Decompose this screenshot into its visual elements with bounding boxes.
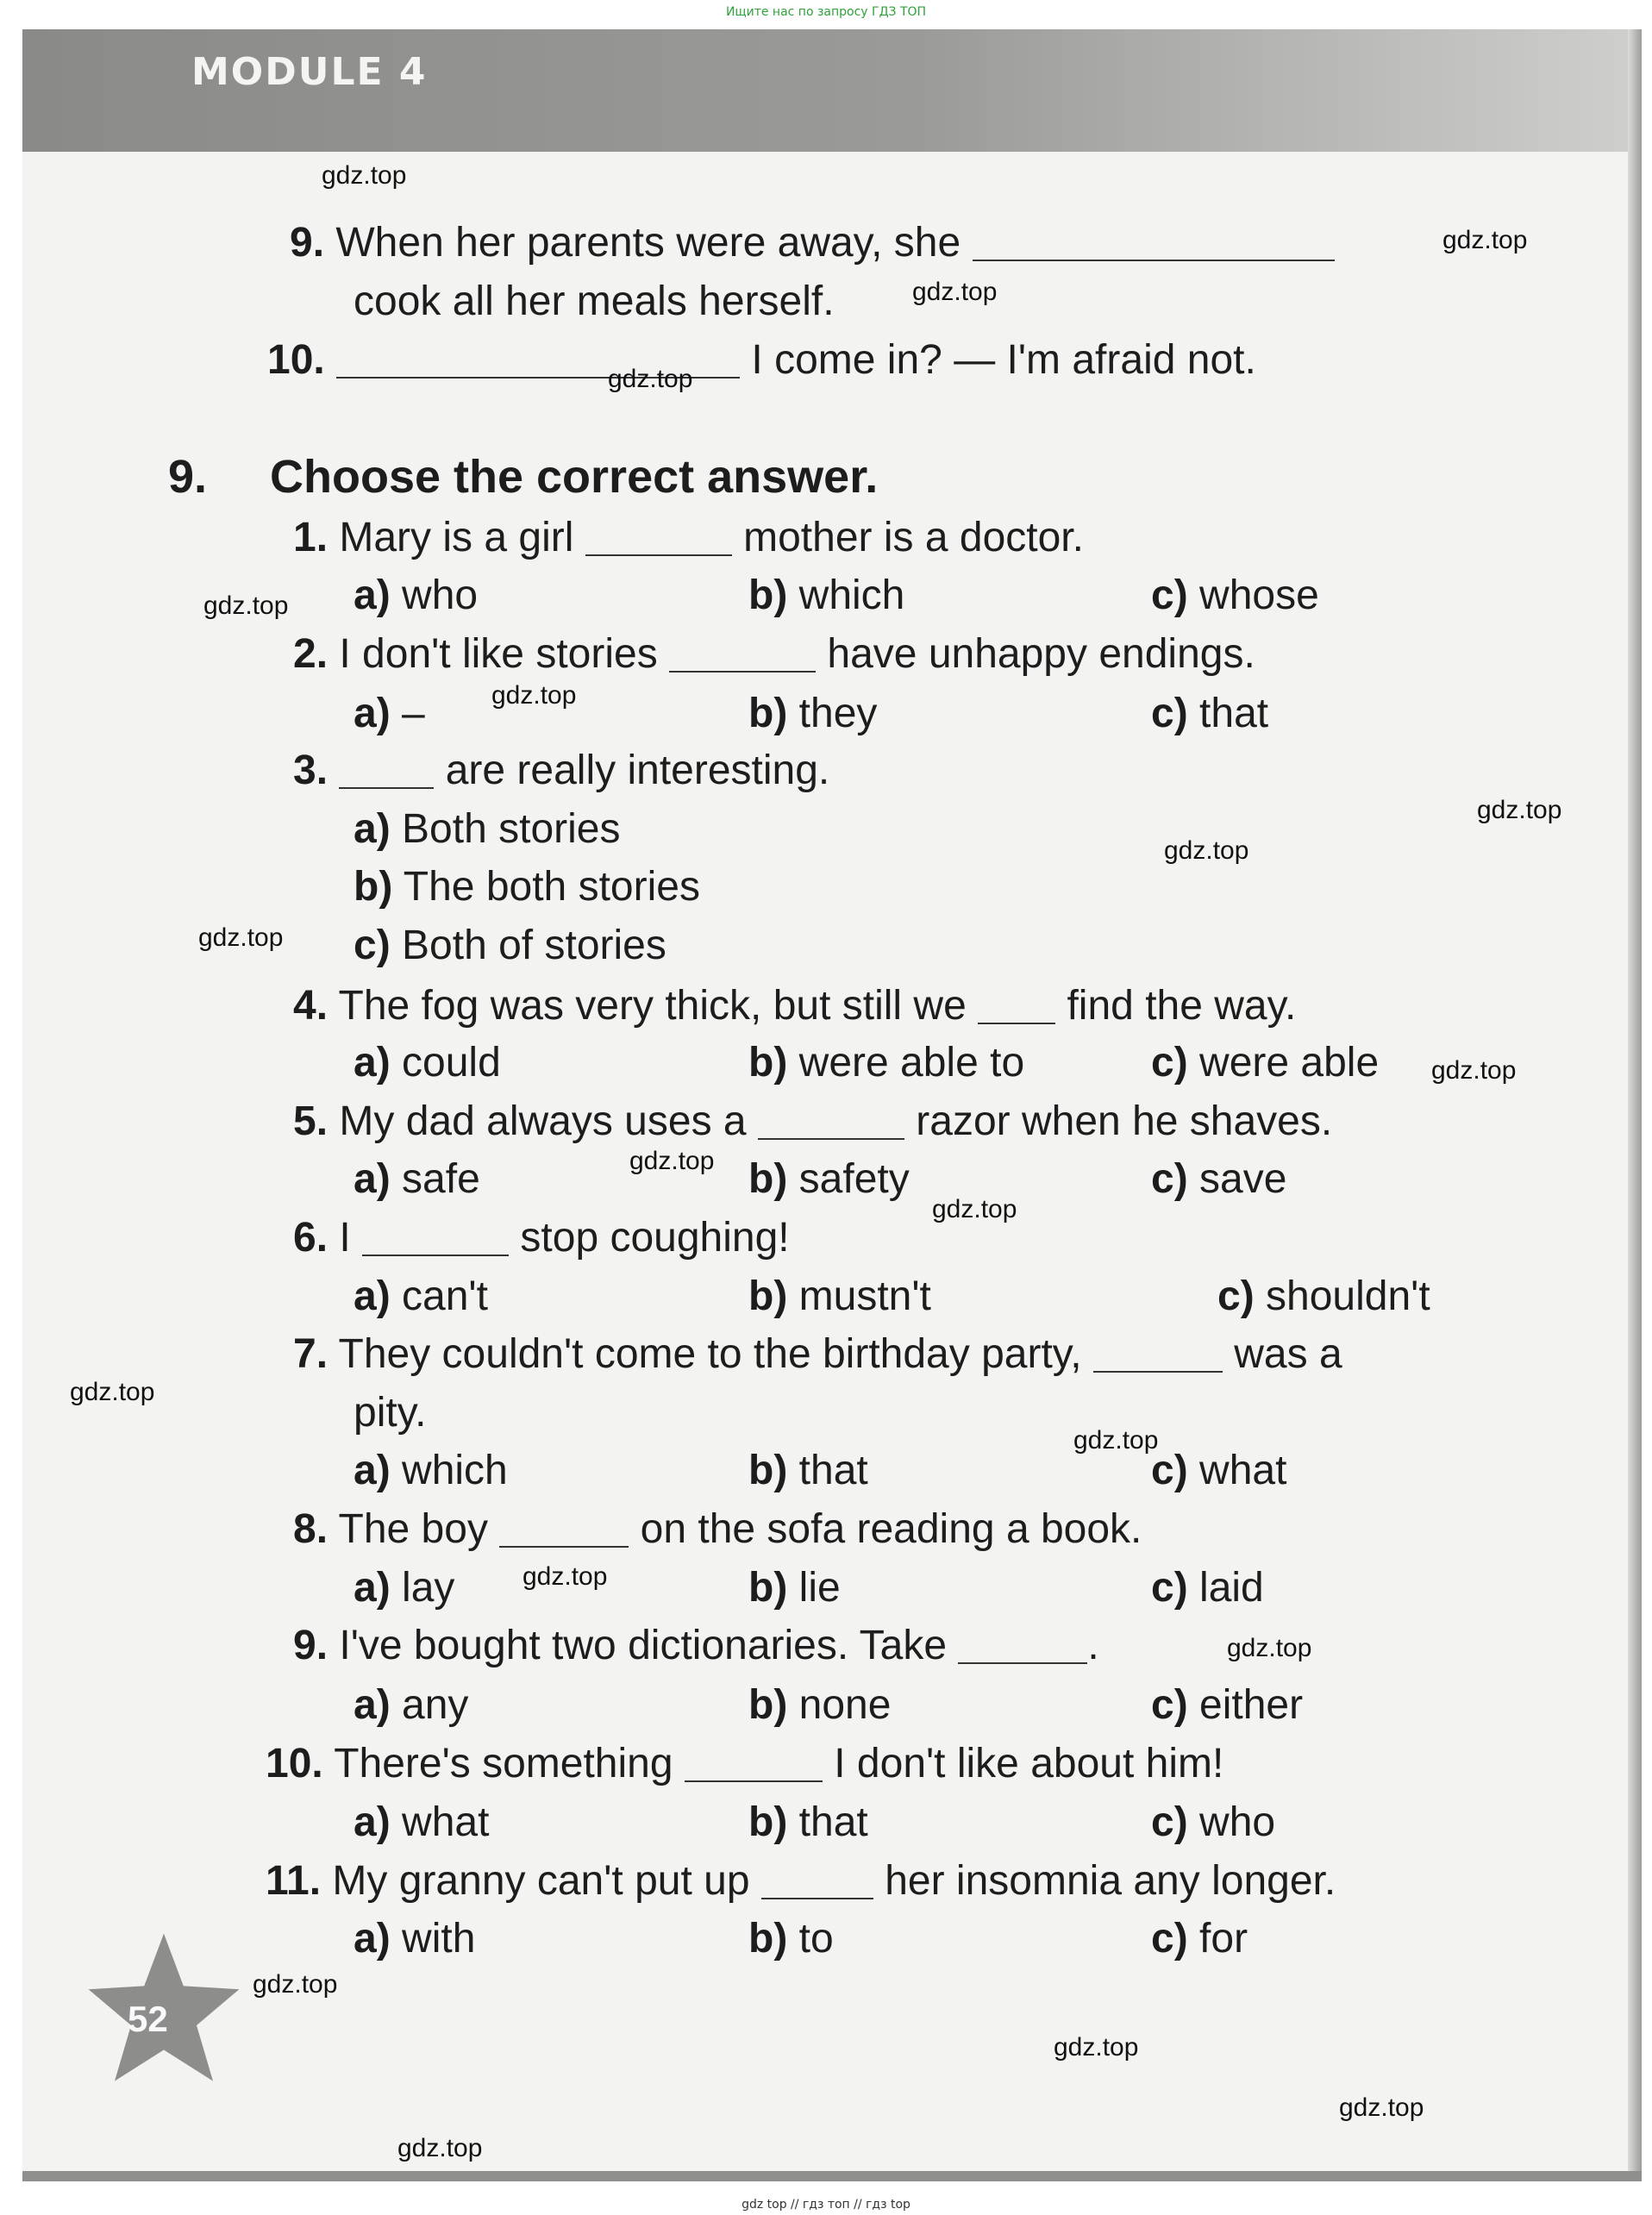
option-a[interactable]: a) with [354,1916,476,1962]
answer-blank[interactable] [758,1104,904,1140]
watermark: gdz.top [253,1970,338,1999]
watermark: gdz.top [198,923,284,952]
question-8: 8. The boy on the sofa reading a book. [293,1506,1142,1552]
top-search-note: Ищите нас по запросу ГДЗ ТОП [725,5,927,19]
answer-blank[interactable] [585,520,732,556]
option-b[interactable]: b) they [748,691,878,736]
question-9: 9. I've bought two dictionaries. Take . [293,1623,1099,1668]
option-b[interactable]: b) that [748,1448,868,1493]
option-c[interactable]: c) laid [1151,1565,1264,1611]
question-4: 4. The fog was very thick, but still we find the way. [293,983,1297,1029]
answer-blank[interactable] [761,1863,873,1899]
question-6: 6. I stop coughing! [293,1215,790,1261]
watermark: gdz.top [1073,1426,1159,1455]
option-c[interactable]: c) were able [1151,1040,1380,1086]
option-c[interactable]: c) shouldn't [1217,1273,1430,1319]
answer-blank[interactable] [1093,1336,1223,1373]
option-c[interactable]: c) what [1151,1448,1287,1493]
option-c[interactable]: c) for [1151,1916,1248,1962]
watermark: gdz.top [912,278,998,306]
option-b[interactable]: b) which [748,573,905,618]
option-b[interactable]: b) safety [748,1156,910,1202]
watermark: gdz.top [70,1378,155,1406]
answer-blank[interactable] [978,988,1055,1024]
prev-item-9: 9. When her parents were away, she [290,222,1335,264]
watermark: gdz.top [1054,2033,1139,2062]
option-a[interactable]: a) Both stories [354,806,621,852]
option-c[interactable]: c) Both of stories [354,923,666,968]
question-3: 3. are really interesting. [293,748,830,793]
option-c[interactable]: c) either [1151,1682,1304,1728]
option-a[interactable]: a) which [354,1448,508,1493]
option-b[interactable]: b) were able to [748,1040,1025,1086]
exercise-heading: 9. Choose the correct answer. [168,451,879,503]
option-a[interactable]: a) who [354,573,479,618]
watermark: gdz.top [203,591,289,620]
option-a[interactable]: a) what [354,1799,490,1845]
option-c[interactable]: c) save [1151,1156,1287,1202]
question-11: 11. My granny can't put up her insomnia any longer. [266,1858,1336,1904]
option-c[interactable]: c) that [1151,691,1269,736]
answer-blank[interactable] [685,1746,823,1782]
question-10: 10. There's something I don't like about him! [266,1741,1224,1786]
option-a[interactable]: a) could [354,1040,501,1086]
watermark: gdz.top [1477,796,1562,824]
option-a[interactable]: a) can't [354,1273,488,1319]
option-b[interactable]: b) none [748,1682,892,1728]
option-b[interactable]: b) that [748,1799,868,1845]
module-title: MODULE 4 [191,50,428,94]
watermark: gdz.top [608,365,693,393]
watermark: gdz.top [397,2134,483,2162]
option-c[interactable]: c) who [1151,1799,1276,1845]
watermark: gdz.top [1339,2093,1424,2122]
answer-blank[interactable] [362,1220,509,1256]
page-edge-shadow [1628,29,1642,2181]
footer-note: gdz top // гдз топ // гдз top [742,2198,910,2212]
option-c[interactable]: c) whose [1151,573,1319,618]
option-b[interactable]: b) lie [748,1565,841,1611]
question-2: 2. I don't like stories have unhappy endings. [293,631,1255,677]
answer-blank[interactable] [958,1628,1087,1664]
option-b[interactable]: b) mustn't [748,1273,931,1319]
option-a[interactable]: a) any [354,1682,469,1728]
prev-item-10: 10. I come in? — I'm afraid not. [267,337,1256,383]
watermark: gdz.top [1442,226,1528,254]
watermark: gdz.top [491,681,577,710]
question-1: 1. Mary is a girl mother is a doctor. [293,515,1084,560]
watermark: gdz.top [1164,836,1249,865]
answer-blank[interactable] [499,1511,629,1548]
option-a[interactable]: a) safe [354,1156,480,1202]
option-a[interactable]: a) – [354,691,425,736]
question-7-line2: pity. [354,1390,427,1436]
option-b[interactable]: b) to [748,1916,834,1962]
prev-item-9-line2: cook all her meals herself. [354,278,835,324]
answer-blank[interactable] [669,636,816,673]
option-b[interactable]: b) The both stories [354,864,700,910]
page-number: 52 [128,1999,168,2039]
answer-blank[interactable] [339,753,434,789]
watermark: gdz.top [1431,1056,1517,1085]
question-5: 5. My dad always uses a razor when he shaves. [293,1098,1333,1144]
answer-blank[interactable] [973,225,1335,261]
question-7: 7. They couldn't come to the birthday party, was a [293,1331,1342,1377]
page-bottom-edge [22,2171,1642,2181]
watermark: gdz.top [322,161,407,190]
watermark: gdz.top [932,1195,1017,1223]
watermark: gdz.top [629,1147,715,1175]
watermark: gdz.top [523,1562,608,1591]
option-a[interactable]: a) lay [354,1565,455,1611]
watermark: gdz.top [1227,1634,1312,1662]
